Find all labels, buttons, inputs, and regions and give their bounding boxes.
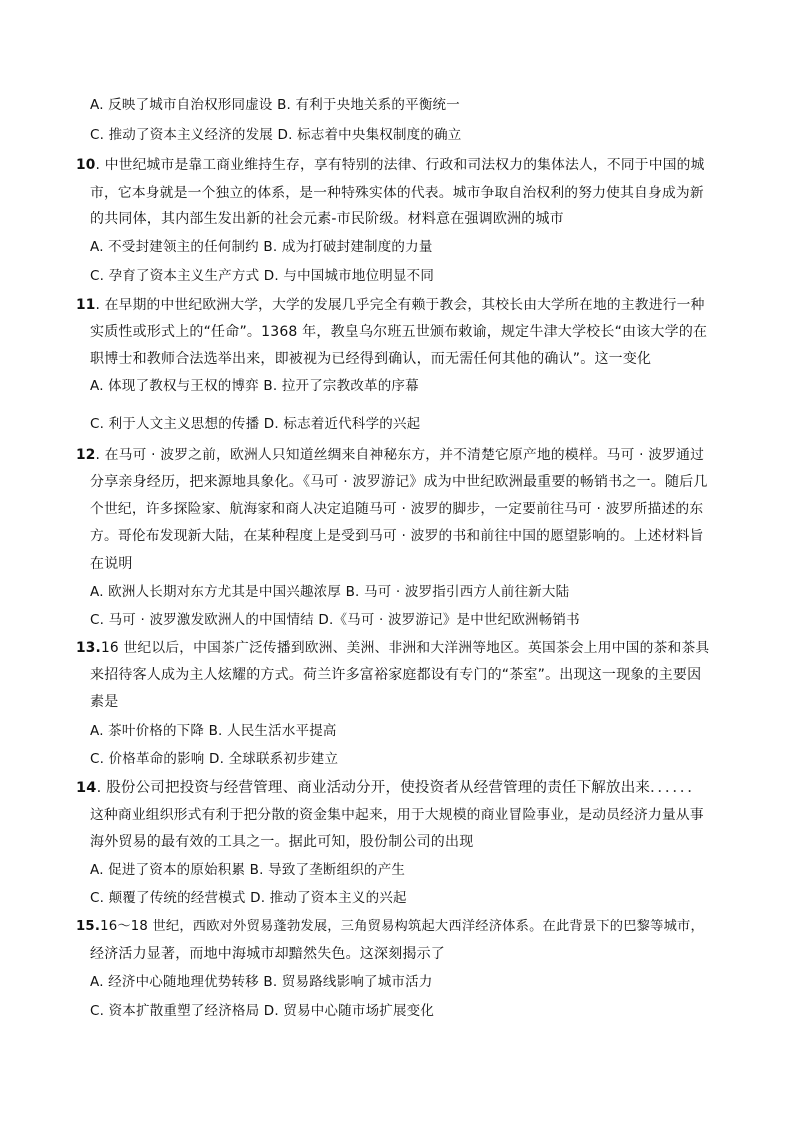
q11-stem-line1 [76, 296, 705, 314]
q15-number: 15. [76, 919, 101, 934]
q14-text-line1: . 股份公司把投资与经营管理、商业活动分开，使投资者从经营管理的责任下解放出来．．．．．． [96, 780, 703, 796]
q11-options-ab: A. 体现了教权与王权的博弈 B. 拉开了宗教改革的序幕 [90, 378, 419, 394]
q15-text-line2: 经济活力显著，而地中海城市却黯然失色。这深刻揭示了 [90, 946, 445, 962]
q9-options-cd: C. 推动了资本主义经济的发展 D. 标志着中央集权制度的确立 [90, 127, 462, 143]
q13-stem-line1 [76, 639, 709, 657]
q15-options-cd: C. 资本扩散重塑了经济格局 D. 贸易中心随市场扩展变化 [90, 1003, 435, 1019]
q14-number: 14 [76, 780, 97, 796]
q12-options-cd: C. 马可 · 波罗激发欧洲人的中国情结 D.《马可 · 波罗游记》是中世纪欧洲畅销书 [90, 612, 580, 628]
q12-stem-line1 [76, 446, 704, 464]
q12-text-line1: . 在马可 · 波罗之前，欧洲人只知道丝绸来自神秘东方，并不清楚它原产地的模样。马可 · 波罗通过 [95, 447, 705, 463]
q10-options-cd: C. 孕育了资本主义生产方式 D. 与中国城市地位明显不同 [90, 268, 435, 284]
q12-text-line4: 方。哥伦布发现新大陆，在某种程度上是受到马可 · 波罗的书和前往中国的愿望影响的。上述材料旨 [90, 528, 704, 544]
q10-text-line3: 的共同体，其内部生发出新的社会元素-市民阶级。材料意在强调欧洲的城市 [90, 211, 564, 227]
q11-options-cd: C. 利于人文主义思想的传播 D. 标志着近代科学的兴起 [90, 416, 421, 432]
q13-text-line1: 16 世纪以后，中国茶广泛传播到欧洲、美洲、非洲和大洋洲等地区。英国茶会上用中国的茶和茶具 [100, 640, 710, 656]
q15-text-line1: 16～18 世纪，西欧对外贸易蓬勃发展，三角贸易构筑起大西洋经济体系。在此背景下的巴黎等城市， [100, 919, 704, 934]
q12-number: 12 [76, 447, 96, 463]
q10-text-line2: 市，它本身就是一个独立的体系，是一种特殊实体的代表。城市争取自治权利的努力使其自身成为新 [90, 185, 704, 201]
q10-stem-line1 [76, 156, 705, 174]
q11-text-line1: . 在早期的中世纪欧洲大学，大学的发展几乎完全有赖于教会，其校长由大学所在地的主教进行一种 [95, 297, 705, 313]
q14-options-ab: A. 促进了资本的原始积累 B. 导致了垄断组织的产生 [90, 862, 406, 878]
q15-stem-line1 [76, 918, 704, 936]
q11-text-line3: 职博士和教师合法选举出来，即被视为已经得到确认，而无需任何其他的确认”。这一变化 [90, 351, 652, 367]
q12-options-ab: A. 欧洲人长期对东方尤其是中国兴趣浓厚 B. 马可 · 波罗指引西方人前往新大陆 [90, 584, 570, 600]
q11-number: 11 [76, 297, 96, 313]
q14-text-line2: 这种商业组织形式有利于把分散的资金集中起来，用于大规模的商业冒险事业，是动员经济力量从事 [90, 807, 704, 823]
q10-number: 10 [76, 157, 96, 173]
q13-number: 13. [76, 640, 101, 656]
q15-options-ab: A. 经济中心随地理优势转移 B. 贸易路线影响了城市活力 [90, 974, 433, 990]
q11-text-line2: 实质性或形式上的“任命”。1368 年，教皇乌尔班五世颁布敕谕，规定牛津大学校长“由该大学的在 [90, 324, 708, 340]
q13-text-line3: 素是 [90, 694, 119, 710]
q12-text-line2: 分享亲身经历，把来源地具象化。《马可 · 波罗游记》成为中世纪欧洲最重要的畅销书之一。随后几 [90, 474, 708, 490]
q14-text-line3: 海外贸易的最有效的工具之一。据此可知，股份制公司的出现 [90, 834, 474, 850]
q10-text-line1: . 中世纪城市是靠工商业维持生存，享有特别的法律、行政和司法权力的集体法人，不同于中国的城 [95, 157, 705, 173]
q14-options-cd: C. 颠覆了传统的经营模式 D. 推动了资本主义的兴起 [90, 890, 407, 906]
q14-stem-line1 [76, 779, 702, 797]
q12-text-line5: 在说明 [90, 556, 133, 572]
q13-options-cd: C. 价格革命的影响 D. 全球联系初步建立 [90, 751, 339, 767]
q13-text-line2: 来招待客人成为主人炫耀的方式。荷兰许多富裕家庭都设有专门的“茶室”。出现这一现象的主要因 [90, 667, 702, 683]
q12-text-line3: 个世纪，许多探险家、航海家和商人决定追随马可 · 波罗的脚步，一定要前往马可 · 波罗所描述的东 [90, 501, 704, 517]
q10-options-ab: A. 不受封建领主的任何制约 B. 成为打破封建制度的力量 [90, 239, 433, 255]
q9-options-ab: A. 反映了城市自治权形同虚设 B. 有利于央地关系的平衡统一 [90, 97, 460, 113]
q13-options-ab: A. 茶叶价格的下降 B. 人民生活水平提高 [90, 723, 337, 739]
